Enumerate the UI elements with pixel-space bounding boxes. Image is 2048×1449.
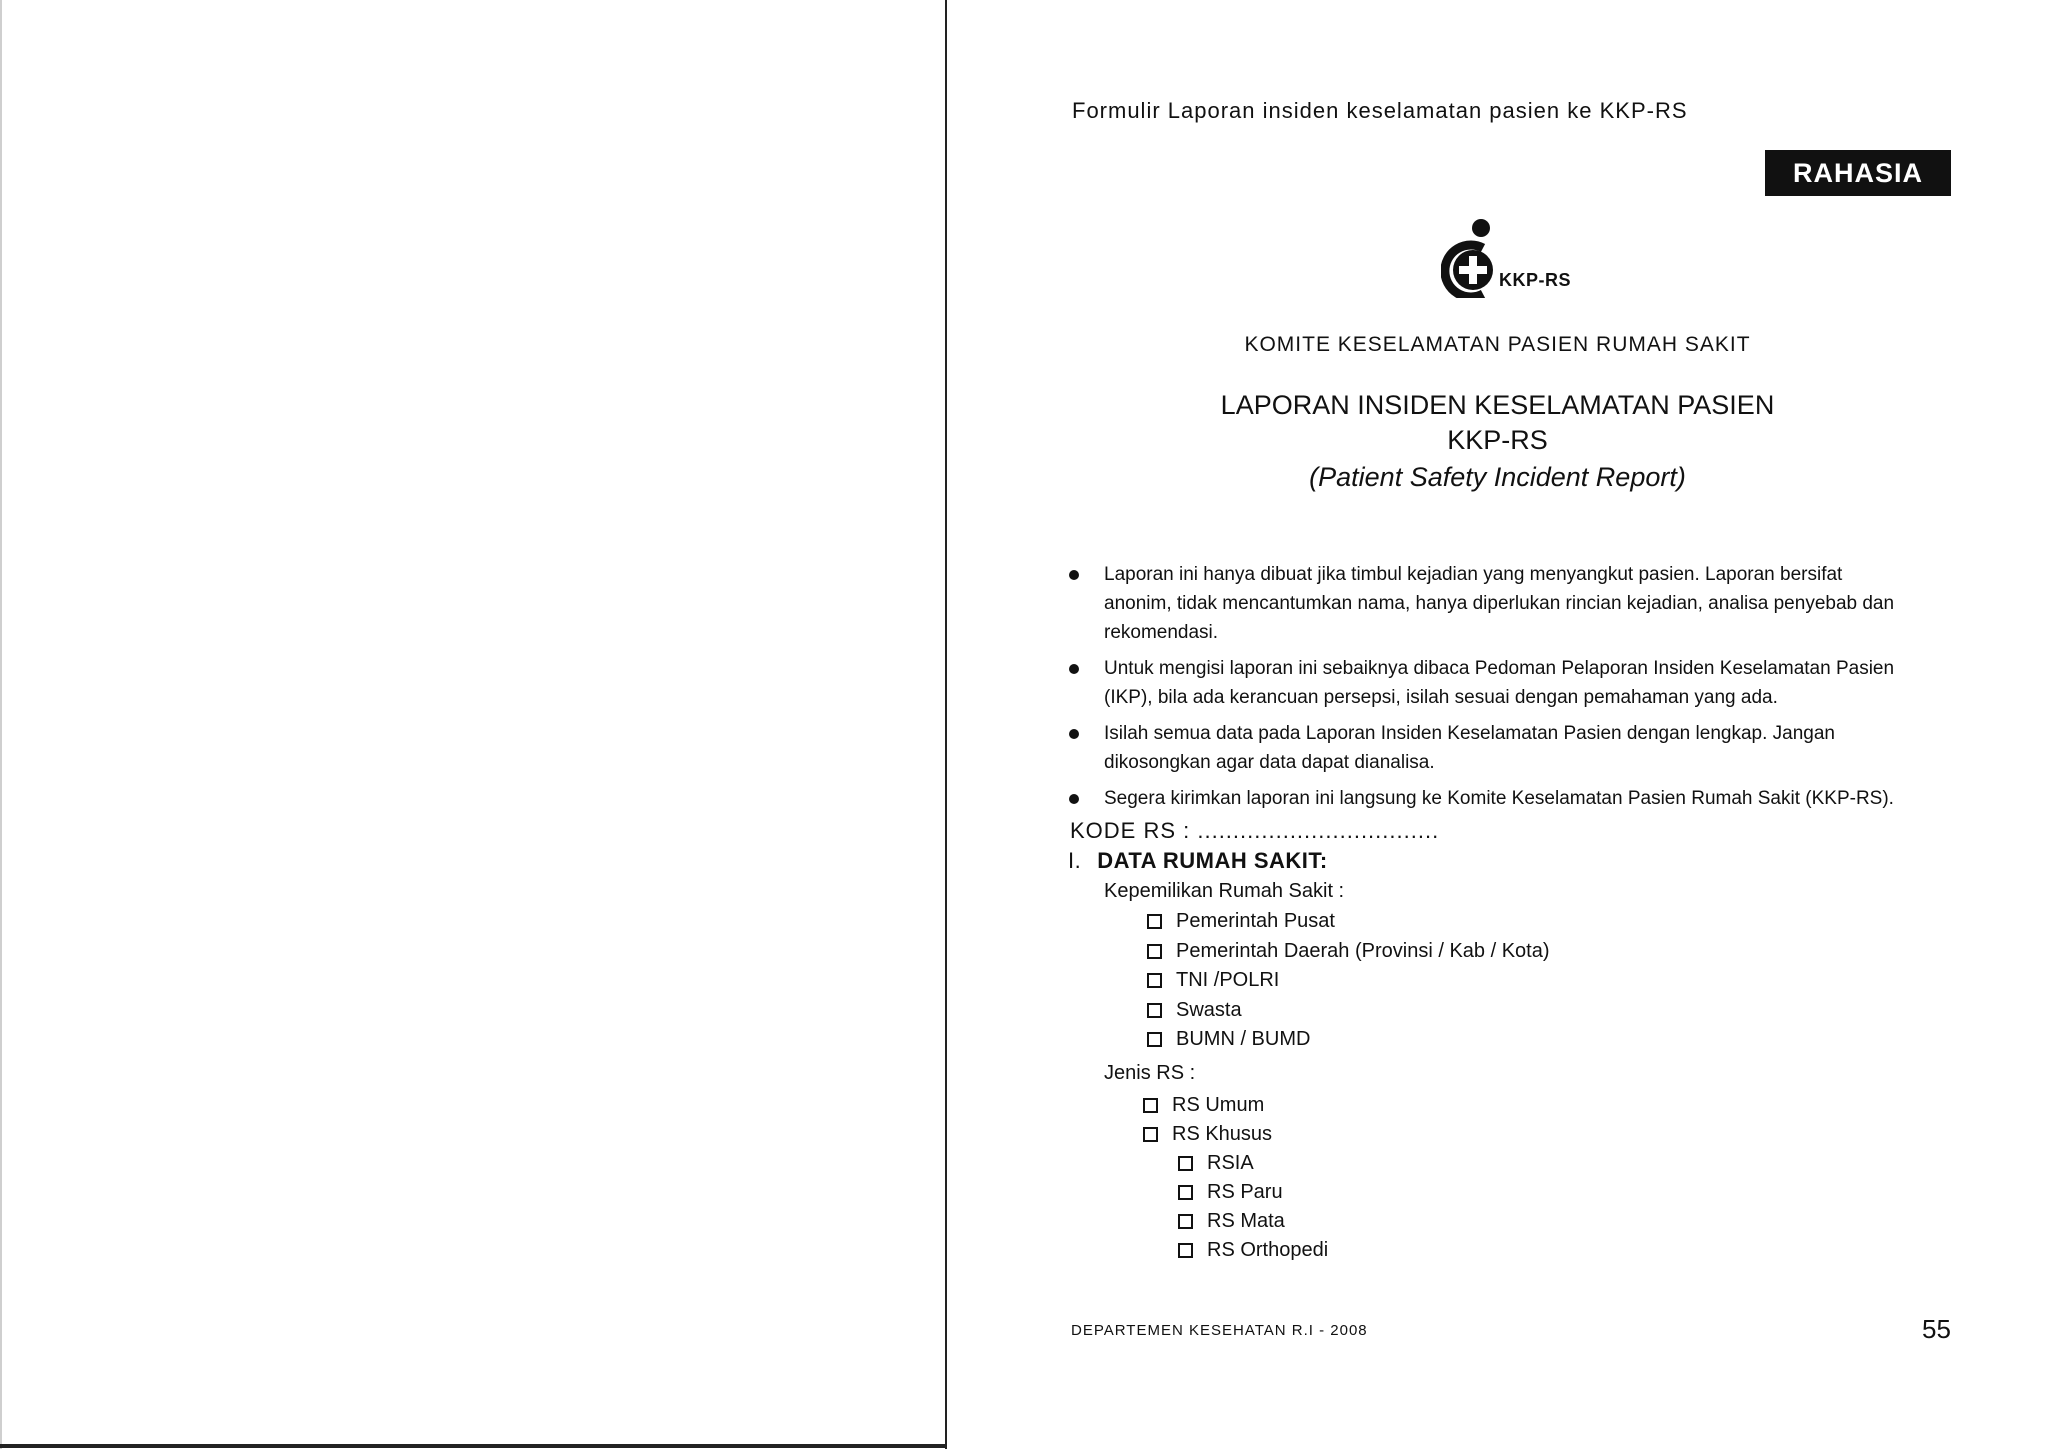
confidential-badge: RAHASIA xyxy=(1765,150,1951,196)
form-page xyxy=(947,0,2048,1449)
checkbox-icon[interactable] xyxy=(1147,914,1162,929)
checkbox-icon[interactable] xyxy=(1143,1127,1158,1142)
ownership-label: Kepemilikan Rumah Sakit : xyxy=(1104,880,1345,902)
left-page-edge xyxy=(0,0,2,1449)
bullet-icon xyxy=(1069,794,1079,804)
section-title: DATA RUMAH SAKIT: xyxy=(1097,848,1328,873)
blank-left-page xyxy=(0,0,945,1449)
checkbox-icon[interactable] xyxy=(1178,1185,1193,1200)
ownership-option-swasta[interactable]: Swasta xyxy=(1147,999,1242,1022)
form-header: Formulir Laporan insiden keselamatan pasien ke KKP-RS xyxy=(1072,98,1688,123)
report-title: LAPORAN INSIDEN KESELAMATAN PASIEN xyxy=(1220,390,1775,420)
bullet-icon xyxy=(1069,664,1079,674)
hospital-code-field[interactable]: KODE RS : .................................. xyxy=(1070,818,1440,843)
checkbox-icon[interactable] xyxy=(1147,944,1162,959)
special-option-mata[interactable]: RS Mata xyxy=(1178,1210,1285,1233)
checkbox-icon[interactable] xyxy=(1143,1098,1158,1113)
bullet-icon xyxy=(1069,729,1079,739)
hospital-type-label: Jenis RS : xyxy=(1104,1062,1196,1084)
ownership-option-tni-polri[interactable]: TNI /POLRI xyxy=(1147,969,1279,992)
instruction-item: Laporan ini hanya dibuat jika timbul kejadian yang menyangkut pasien. Laporan bersifat anonim, tidak mencantumkan nama, hanya diperlukan rincian kejadian, analisa penyebab dan rekomendasi. xyxy=(1069,560,1914,647)
logo-text: KKP-RS xyxy=(1499,270,1572,290)
checkbox-icon[interactable] xyxy=(1178,1243,1193,1258)
section-heading xyxy=(1068,848,1328,874)
checkbox-icon[interactable] xyxy=(1178,1156,1193,1171)
left-page-bottom-line xyxy=(0,1444,947,1448)
special-option-orthopedi[interactable]: RS Orthopedi xyxy=(1178,1239,1328,1262)
ownership-option-daerah[interactable]: Pemerintah Daerah (Provinsi / Kab / Kota) xyxy=(1147,940,1550,963)
checkbox-icon[interactable] xyxy=(1178,1214,1193,1229)
type-option-umum[interactable]: RS Umum xyxy=(1143,1094,1264,1117)
ownership-option-pusat[interactable]: Pemerintah Pusat xyxy=(1147,910,1335,933)
report-subtitle: KKP-RS xyxy=(1447,425,1548,455)
instruction-item: Isilah semua data pada Laporan Insiden Keselamatan Pasien dengan lengkap. Jangan dikosongkan agar data dapat dianalisa. xyxy=(1069,719,1914,777)
instruction-item: Untuk mengisi laporan ini sebaiknya dibaca Pedoman Pelaporan Insiden Keselamatan Pasien (IKP), bila ada kerancuan persepsi, isilah sesuai dengan pemahaman yang ada. xyxy=(1069,654,1914,712)
footer-publisher: DEPARTEMEN KESEHATAN R.I - 2008 xyxy=(1071,1322,1368,1339)
type-option-khusus[interactable]: RS Khusus xyxy=(1143,1123,1272,1146)
instruction-item: Segera kirimkan laporan ini langsung ke Komite Keselamatan Pasien Rumah Sakit (KKP-RS). xyxy=(1069,784,1914,813)
special-option-rsia[interactable]: RSIA xyxy=(1178,1152,1254,1175)
ownership-option-bumn[interactable]: BUMN / BUMD xyxy=(1147,1028,1310,1051)
page-number: 55 xyxy=(1922,1314,1951,1344)
report-english-title: (Patient Safety Incident Report) xyxy=(1309,462,1686,492)
checkbox-icon[interactable] xyxy=(1147,1032,1162,1047)
section-number: I. xyxy=(1068,848,1082,873)
checkbox-icon[interactable] xyxy=(1147,1003,1162,1018)
special-option-paru[interactable]: RS Paru xyxy=(1178,1181,1283,1204)
checkbox-icon[interactable] xyxy=(1147,973,1162,988)
instruction-list xyxy=(1069,560,1914,820)
organization-name: KOMITE KESELAMATAN PASIEN RUMAH SAKIT xyxy=(1244,333,1751,356)
bullet-icon xyxy=(1069,570,1079,580)
kkp-rs-logo xyxy=(1441,218,1601,298)
